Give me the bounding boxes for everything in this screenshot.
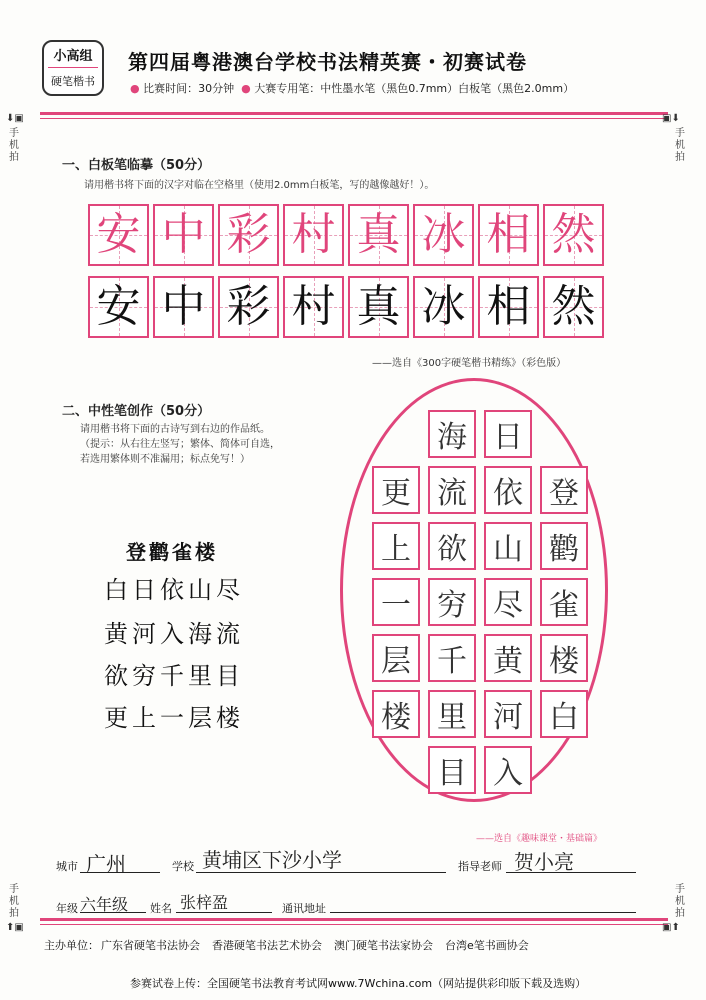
model-cell: 村 (283, 204, 344, 266)
side-mark-right-bottom: 手 机 拍 (675, 884, 685, 919)
teacher-value: 贺小亮 (514, 850, 574, 874)
city-value: 广州 (86, 852, 126, 876)
badge-group: 小高组 (53, 49, 93, 64)
copy-row (88, 276, 604, 342)
work-grid-cell: 楼 (372, 690, 420, 738)
organizers (44, 937, 541, 953)
work-grid-cell: 雀 (540, 578, 588, 626)
camera-icon: ▣⬆ (662, 922, 680, 933)
footer-upload-note: 参赛试卷上传：全国硬笔书法教育考试网www.7Wchina.com（网站提供彩印版下载及选购） (130, 977, 587, 990)
work-grid-cell: 山 (484, 522, 532, 570)
top-rule-thin (40, 118, 668, 119)
work-grid-cell: 欲 (428, 522, 476, 570)
copy-cell[interactable]: 冰 (413, 276, 474, 338)
poem-line: 欲穷千里目 (104, 662, 244, 690)
copy-cell[interactable]: 相 (478, 276, 539, 338)
group-badge (42, 40, 104, 96)
work-grid-cell: 日 (484, 410, 532, 458)
copy-cell[interactable]: 安 (88, 276, 149, 338)
poem-line: 黄河入海流 (104, 620, 244, 648)
name-label: 姓名 (150, 902, 172, 915)
copy-cell[interactable]: 然 (543, 276, 604, 338)
side-mark-left-top: 手 机 拍 (9, 128, 19, 163)
organizer: 广东省硬笔书法协会 (101, 939, 200, 952)
work-grid-cell: 河 (484, 690, 532, 738)
bottom-rule (40, 918, 668, 921)
section1-source: ——选自《300字硬笔楷书精练》（彩色版） (372, 358, 567, 369)
section1-heading: 一、白板笔临摹（50分） (62, 158, 211, 173)
address-field[interactable] (330, 912, 636, 913)
work-grid-cell: 里 (428, 690, 476, 738)
exam-info: ● 比赛时间：30分钟 ● 大赛专用笔：中性墨水笔（黑色0.7mm）白板笔（黑色2.0mm） (130, 82, 575, 95)
model-cell: 中 (153, 204, 214, 266)
work-grid-cell: 千 (428, 634, 476, 682)
model-cell: 彩 (218, 204, 279, 266)
work-grid-cell: 目 (428, 746, 476, 794)
side-mark-right-top: 手 机 拍 (675, 128, 685, 163)
work-grid-cell: 楼 (540, 634, 588, 682)
poem-line: 更上一层楼 (104, 704, 244, 732)
work-grid-cell: 依 (484, 466, 532, 514)
work-grid-cell: 登 (540, 466, 588, 514)
work-grid-cell: 更 (372, 466, 420, 514)
exam-time: 比赛时间：30分钟 (143, 82, 235, 95)
school-label: 学校 (172, 860, 194, 873)
poem-title: 登鹳雀楼 (126, 540, 218, 564)
work-grid-cell: 黄 (484, 634, 532, 682)
copy-cell[interactable]: 村 (283, 276, 344, 338)
bottom-rule-thin (40, 924, 668, 925)
grade-value: 六年级 (80, 895, 129, 914)
city-label: 城市 (56, 860, 78, 873)
camera-icon: ▣⬇ (662, 113, 680, 124)
work-grid-cell: 上 (372, 522, 420, 570)
name-value: 张梓盈 (180, 893, 229, 912)
section2-instruction: 请用楷书将下面的古诗写到右边的作品纸。 （提示：从右往左竖写；繁体、简体可自选， 若选用繁体则不准漏用；标点免写！） (80, 424, 280, 465)
model-cell: 真 (348, 204, 409, 266)
organizer: 澳门硬笔书法家协会 (334, 939, 433, 952)
work-grid-cell: 一 (372, 578, 420, 626)
work-grid-cell: 流 (428, 466, 476, 514)
camera-icon: ⬇▣ (6, 113, 24, 124)
work-grid-cell: 白 (540, 690, 588, 738)
top-rule (40, 112, 668, 115)
work-grid-cell: 层 (372, 634, 420, 682)
model-cell: 相 (478, 204, 539, 266)
address-label: 通讯地址 (282, 902, 326, 915)
exam-pen: 大赛专用笔：中性墨水笔（黑色0.7mm）白板笔（黑色2.0mm） (254, 82, 575, 95)
school-value: 黄埔区下沙小学 (202, 848, 342, 872)
poem-line: 白日依山尽 (104, 576, 244, 604)
section1-instruction: 请用楷书将下面的汉字对临在空格里（使用2.0mm白板笔，写的越像越好！）。 (84, 180, 435, 191)
work-grid-cell: 穷 (428, 578, 476, 626)
organizers-label: 主办单位： (44, 939, 99, 952)
badge-style: 硬笔楷书 (51, 75, 95, 88)
work-grid-cell: 海 (428, 410, 476, 458)
copy-cell[interactable]: 中 (153, 276, 214, 338)
copy-cell[interactable]: 彩 (218, 276, 279, 338)
work-grid-cell: 鹳 (540, 522, 588, 570)
model-cell: 然 (543, 204, 604, 266)
page-title: 第四届粤港澳台学校书法精英赛・初赛试卷 (128, 50, 527, 74)
grade-label: 年级 (56, 902, 78, 915)
model-cell: 安 (88, 204, 149, 266)
side-mark-left-bottom: 手 机 拍 (9, 884, 19, 919)
teacher-label: 指导老师 (458, 860, 502, 873)
section2-source: ——选自《趣味课堂・基础篇》 (476, 834, 603, 844)
work-grid-cell: 尽 (484, 578, 532, 626)
model-cell: 冰 (413, 204, 474, 266)
organizer: 台湾e笔书画协会 (445, 939, 529, 952)
organizer: 香港硬笔书法艺术协会 (212, 939, 322, 952)
section2-heading: 二、中性笔创作（50分） (62, 404, 211, 419)
work-grid-cell: 入 (484, 746, 532, 794)
camera-icon: ⬆▣ (6, 922, 24, 933)
model-row (88, 204, 604, 270)
copy-cell[interactable]: 真 (348, 276, 409, 338)
